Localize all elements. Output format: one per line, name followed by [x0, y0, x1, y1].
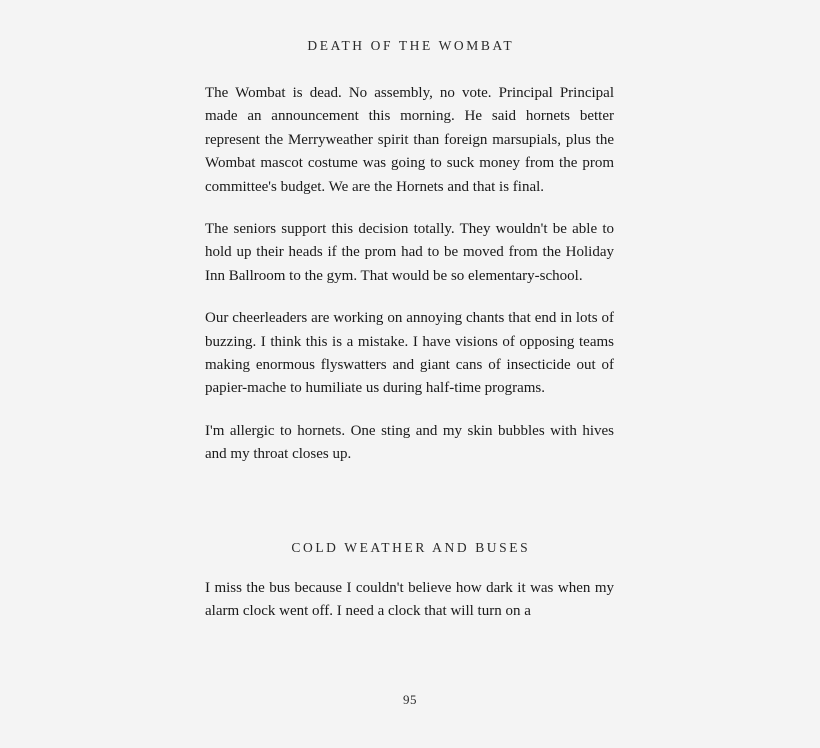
section-heading-death-of-the-wombat: DEATH OF THE WOMBAT	[307, 38, 515, 53]
section-heading-cold-weather-and-buses: COLD WEATHER AND BUSES	[291, 539, 531, 555]
paragraph: I'm allergic to hornets. One sting and my skin bubbles with hives and my throat closes up.	[205, 422, 614, 463]
section-spacer	[205, 467, 614, 540]
paragraph: Our cheerleaders are working on annoying chants that end in lots of buzzing. I think this is a mistake. I have visions of opposing teams making enormous flyswatters and giant cans of insecticide out of papier-mache to humiliate us during half-time programs.	[205, 310, 614, 397]
paragraph: The seniors support this decision totally. They wouldn't be able to hold up their heads if the prom had to be moved from the Holiday Inn Ballroom to the gym. That would be so elementary-school.	[205, 221, 614, 284]
heading-spacer	[205, 556, 614, 577]
paragraph: I miss the bus because I couldn't believe how dark it was when my alarm clock went off. I need a clock that will turn on a	[205, 579, 614, 620]
paragraph: The Wombat is dead. No assembly, no vote. Principal Principal made an announcement this morning. He said hornets better represent the Merryweather spirit than foreign marsupials, plus the Wombat mascot costume was going to suck money from the prom committee's budget. We are the Hornets and that is final.	[205, 85, 614, 195]
page-number: 95	[403, 692, 417, 707]
text-column	[205, 0, 614, 624]
